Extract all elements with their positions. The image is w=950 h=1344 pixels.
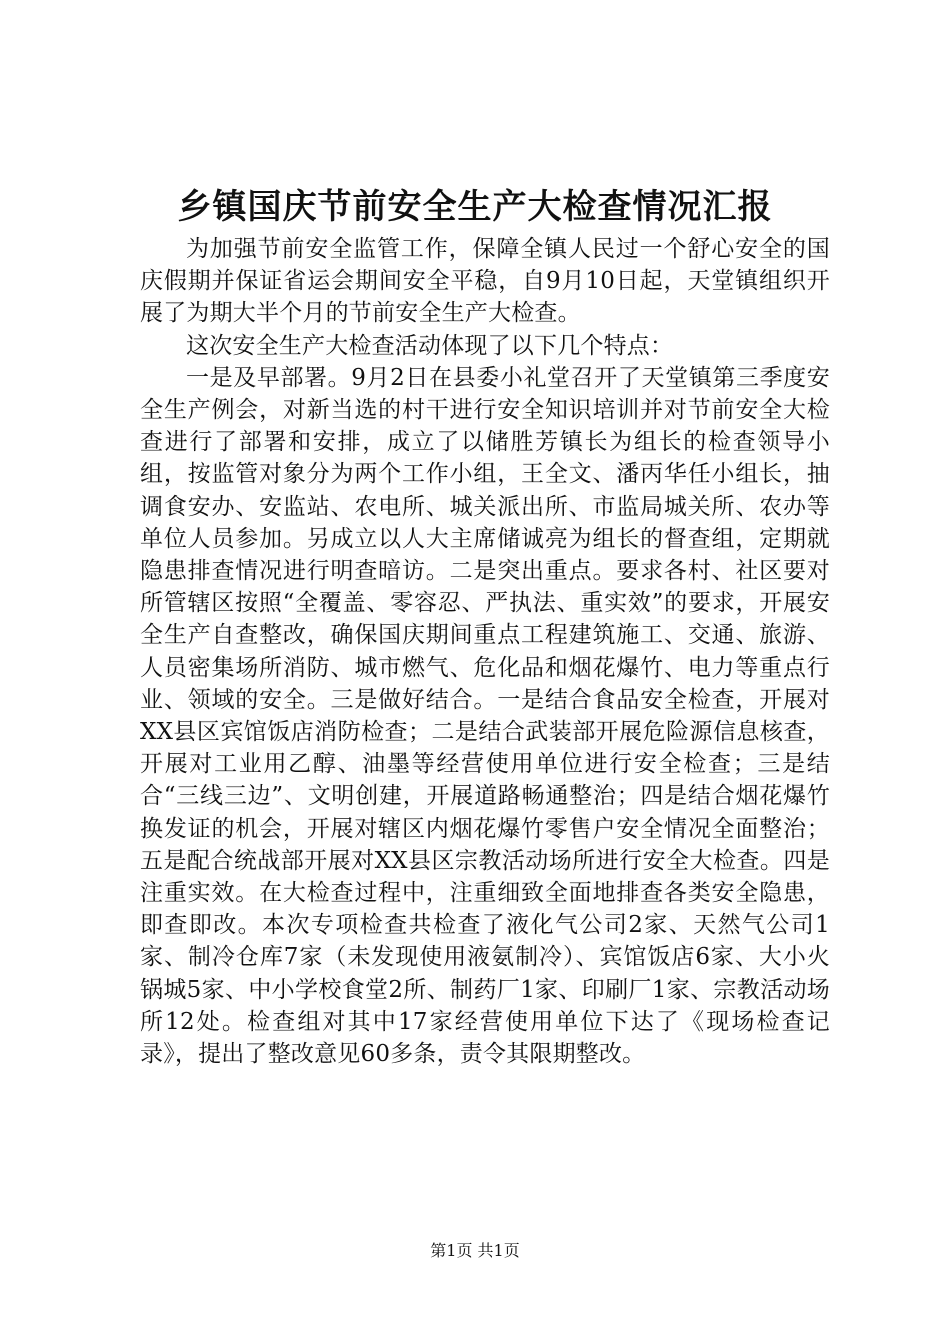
document-body xyxy=(140,233,830,1070)
paragraph-features-lead: 这次安全生产大检查活动体现了以下几个特点： xyxy=(186,332,674,359)
paragraph-details: 一是及早部署。9月2日在县委小礼堂召开了天堂镇第三季度安全生产例会，对新当选的村干进行安全知识培训并对节前安全大检查进行了部署和安排，成立了以储胜芳镇长为组长的检查领导小组，按监管对象分为两个工作小组，王全文、潘丙华任小组长，抽调食安办、安监站、农电所、城关派出所、市监局城关所、农办等单位人员参加。另成立以人大主席储诚亮为组长的督查组，定期就隐患排查情况进行明查暗访。二是突出重点。要求各村、社区要对所管辖区按照“全覆盖、零容忍、严执法、重实效”的要求，开展安全生产自查整改，确保国庆期间重点工程建筑施工、交通、旅游、人员密集场所消防、城市燃气、危化品和烟花爆竹、电力等重点行业、领域的安全。三是做好结合。一是结合食品安全检查，开展对XX县区宾馆饭店消防检查；二是结合武装部开展危险源信息核查，开展对工业用乙醇、油墨等经营使用单位进行安全检查；三是结合“三线三边”、文明创建，开展道路畅通整治；四是结合烟花爆竹换发证的机会，开展对辖区内烟花爆竹零售户安全情况全面整治；五是配合统战部开展对XX县区宗教活动场所进行安全大检查。四是注重实效。在大检查过程中，注重细致全面地排查各类安全隐患，即查即改。本次专项检查共检查了液化气公司2家、天然气公司1家、制冷仓库7家（未发现使用液氨制冷）、宾馆饭店6家、大小火锅城5家、中小学校食堂2所、制药厂1家、印刷厂1家、宗教活动场所12处。检查组对其中17家经营使用单位下达了《现场检查记录》，提出了整改意见60多条，责令其限期整改。 xyxy=(140,364,830,1068)
page-footer: 第1页 共1页 xyxy=(430,1241,520,1260)
paragraph-intro: 为加强节前安全监管工作，保障全镇人民过一个舒心安全的国庆假期并保证省运会期间安全平稳，自9月10日起，天堂镇组织开展了为期大半个月的节前安全生产大检查。 xyxy=(140,236,830,327)
document-title: 乡镇国庆节前安全生产大检查情况汇报 xyxy=(177,187,773,227)
